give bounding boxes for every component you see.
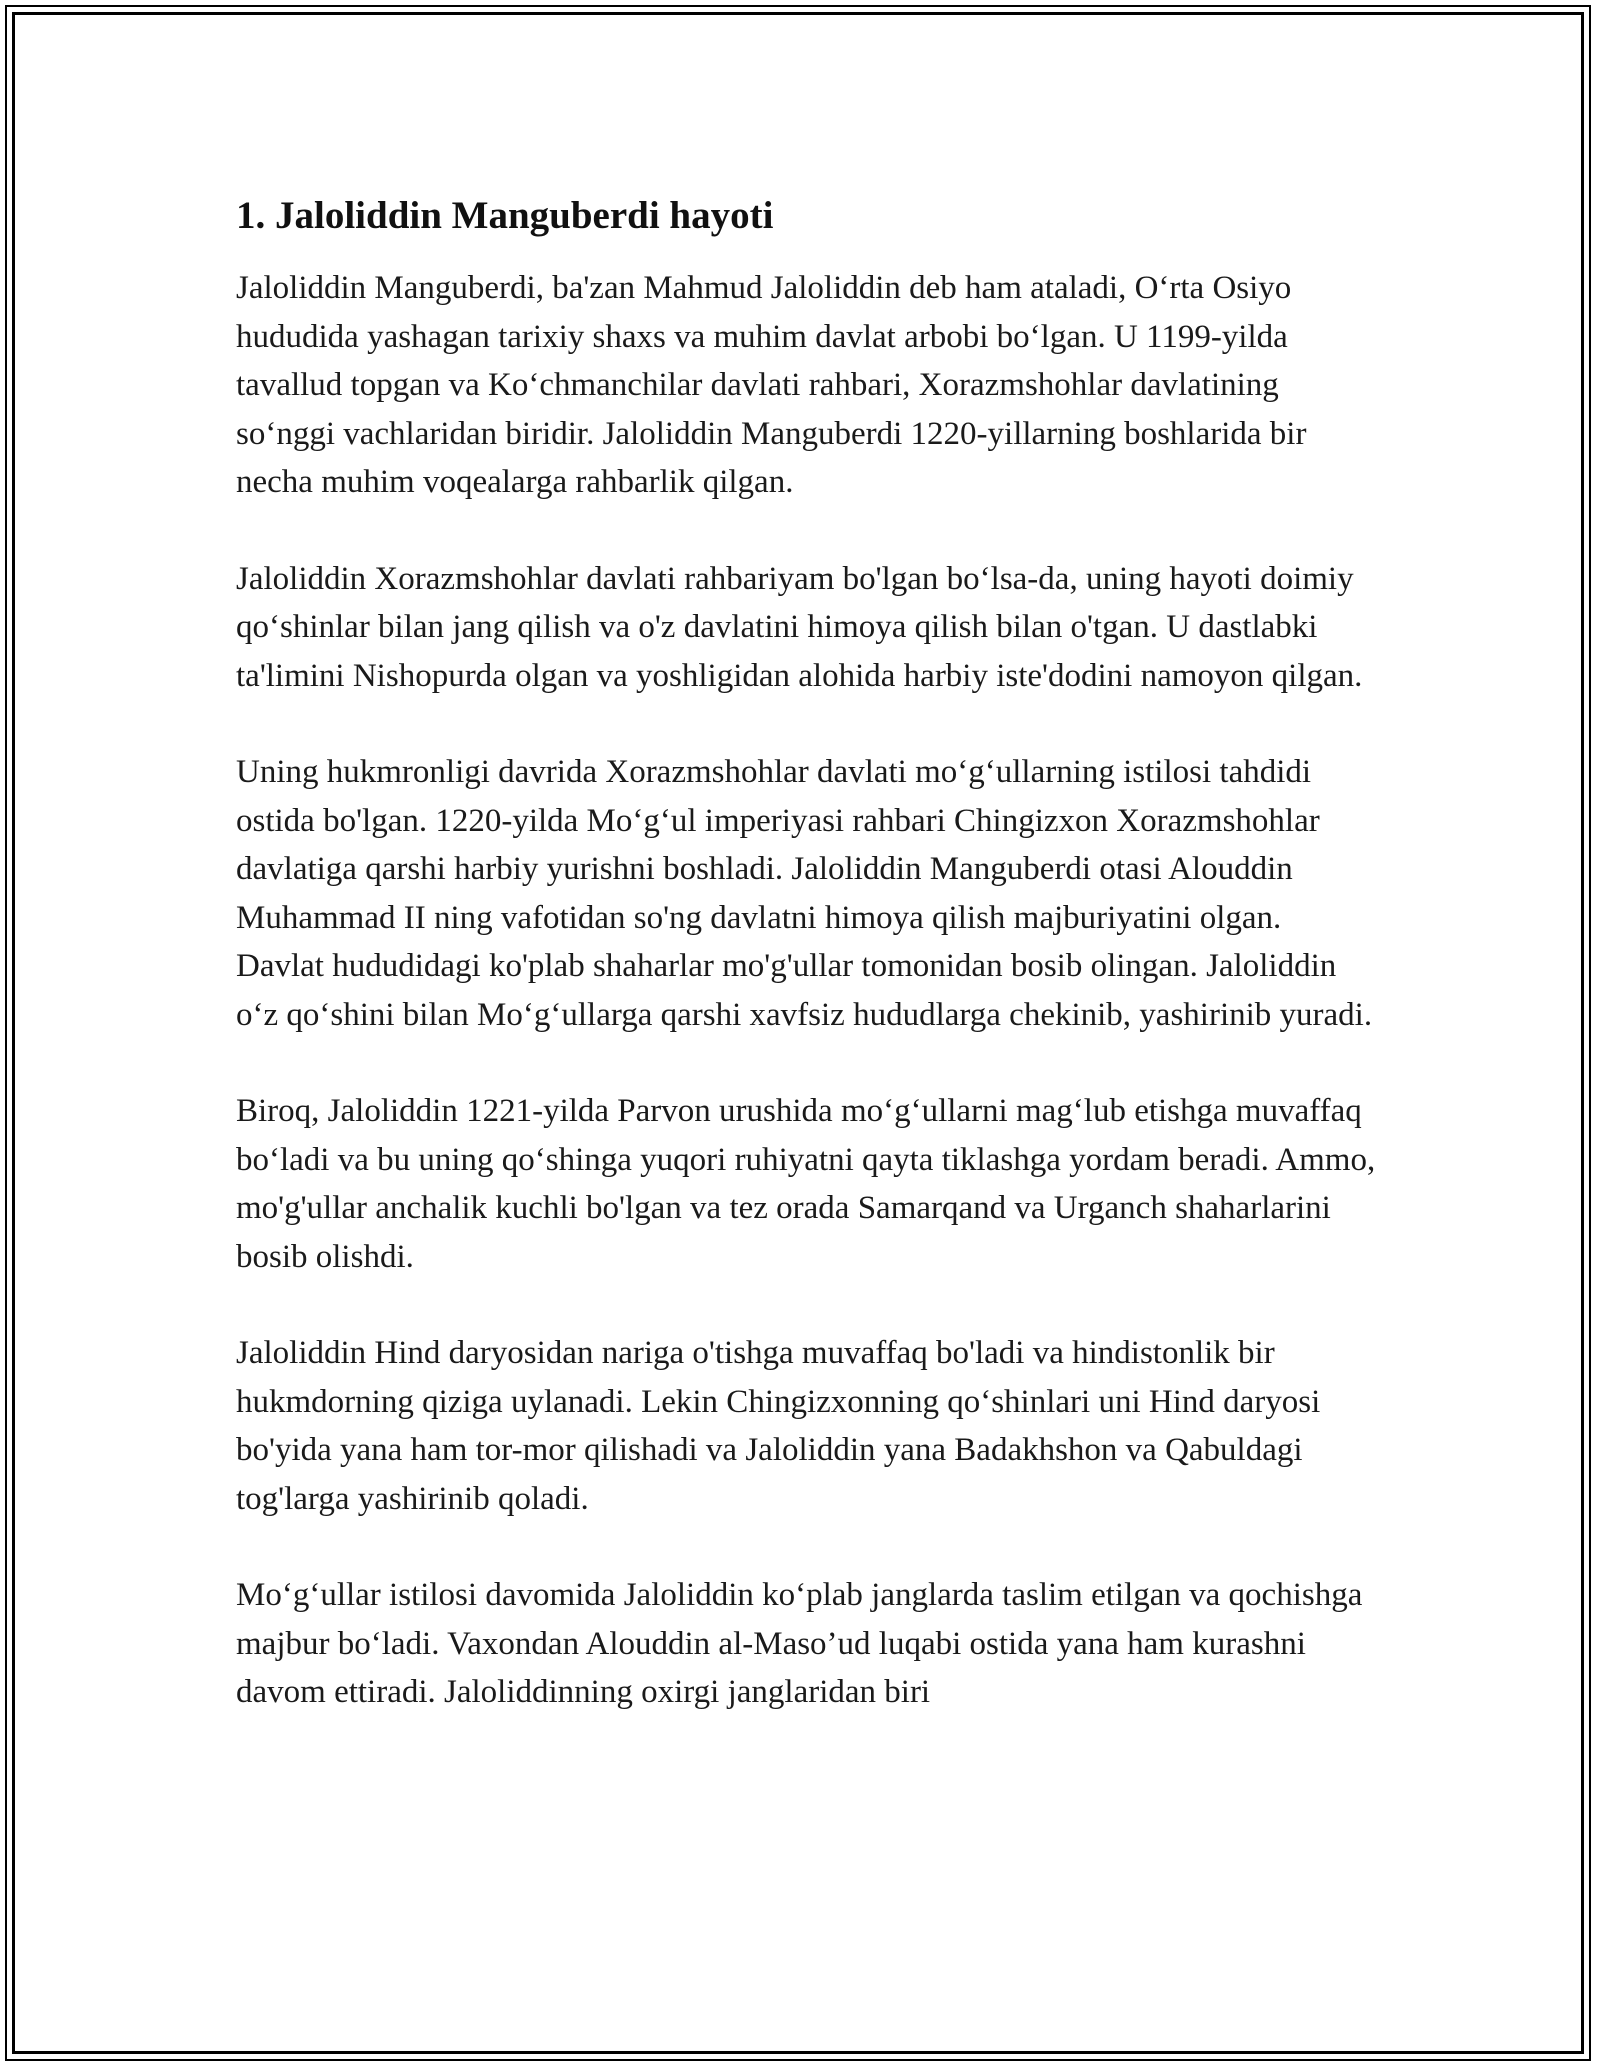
paragraph-1: Jaloliddin Manguberdi, ba'zan Mahmud Jaloliddin deb ham ataladi, O‘rta Osiyo hududida yashagan tarixiy shaxs va muhim davlat arbobi bo‘lgan. U 1199-yilda tavallud topgan va Ko‘chmanchilar davlati rahbari, Xorazmshohlar davlatining so‘nggi vachlaridan biridir. Jaloliddin Manguberdi 1220-yillarning boshlarida bir necha muhim voqealarga rahbarlik qilgan.: [236, 270, 1307, 500]
section-heading: 1. Jaloliddin Manguberdi hayoti: [236, 194, 774, 237]
document-body: [236, 186, 1376, 1765]
paragraph-6: Mo‘g‘ullar istilosi davomida Jaloliddin ko‘plab janglarda taslim etilgan va qochishga majbur bo‘ladi. Vaxondan Alouddin al-Maso’ud luqabi ostida yana ham kurashni davom ettiradi. Jaloliddinning oxirgi janglaridan biri: [236, 1577, 1363, 1710]
paragraph-5: Jaloliddin Hind daryosidan nariga o'tishga muvaffaq bo'ladi va hindistonlik bir hukmdorning qiziga uylanadi. Lekin Chingizxonning qo‘shinlari uni Hind daryosi bo'yida yana ham tor-mor qilishadi va Jaloliddin yana Badakhshon va Qabuldagi tog'larga yashirinib qoladi.: [236, 1335, 1321, 1517]
paragraph-3: Uning hukmronligi davrida Xorazmshohlar davlati mo‘g‘ullarning istilosi tahdidi ostida bo'lgan. 1220-yilda Mo‘g‘ul imperiyasi rahbari Chingizxon Xorazmshohlar davlatiga qarshi harbiy yurishni boshladi. Jaloliddin Manguberdi otasi Alouddin Muhammad II ning vafotidan so'ng davlatni himoya qilish majburiyatini olgan. Davlat hududidagi ko'plab shaharlar mo'g'ullar tomonidan bosib olingan. Jaloliddin o‘z qo‘shini bilan Mo‘g‘ullarga qarshi xavfsiz hududlarga chekinib, yashirinib yuradi.: [236, 754, 1373, 1033]
paragraph-2: Jaloliddin Xorazmshohlar davlati rahbariyam bo'lgan bo‘lsa-da, uning hayoti doimiy qo‘shinlar bilan jang qilish va o'z davlatini himoya qilish bilan o'tgan. U dastlabki ta'limini Nishopurda olgan va yoshligidan alohida harbiy iste'dodini namoyon qilgan.: [236, 560, 1363, 694]
paragraph-4: Biroq, Jaloliddin 1221-yilda Parvon urushida mo‘g‘ullarni mag‘lub etishga muvaffaq bo‘ladi va bu uning qo‘shinga yuqori ruhiyatni qayta tiklashga yordam beradi. Ammo, mo'g'ullar anchalik kuchli bo'lgan va tez orada Samarqand va Urganch shaharlarini bosib olishdi.: [236, 1093, 1376, 1275]
